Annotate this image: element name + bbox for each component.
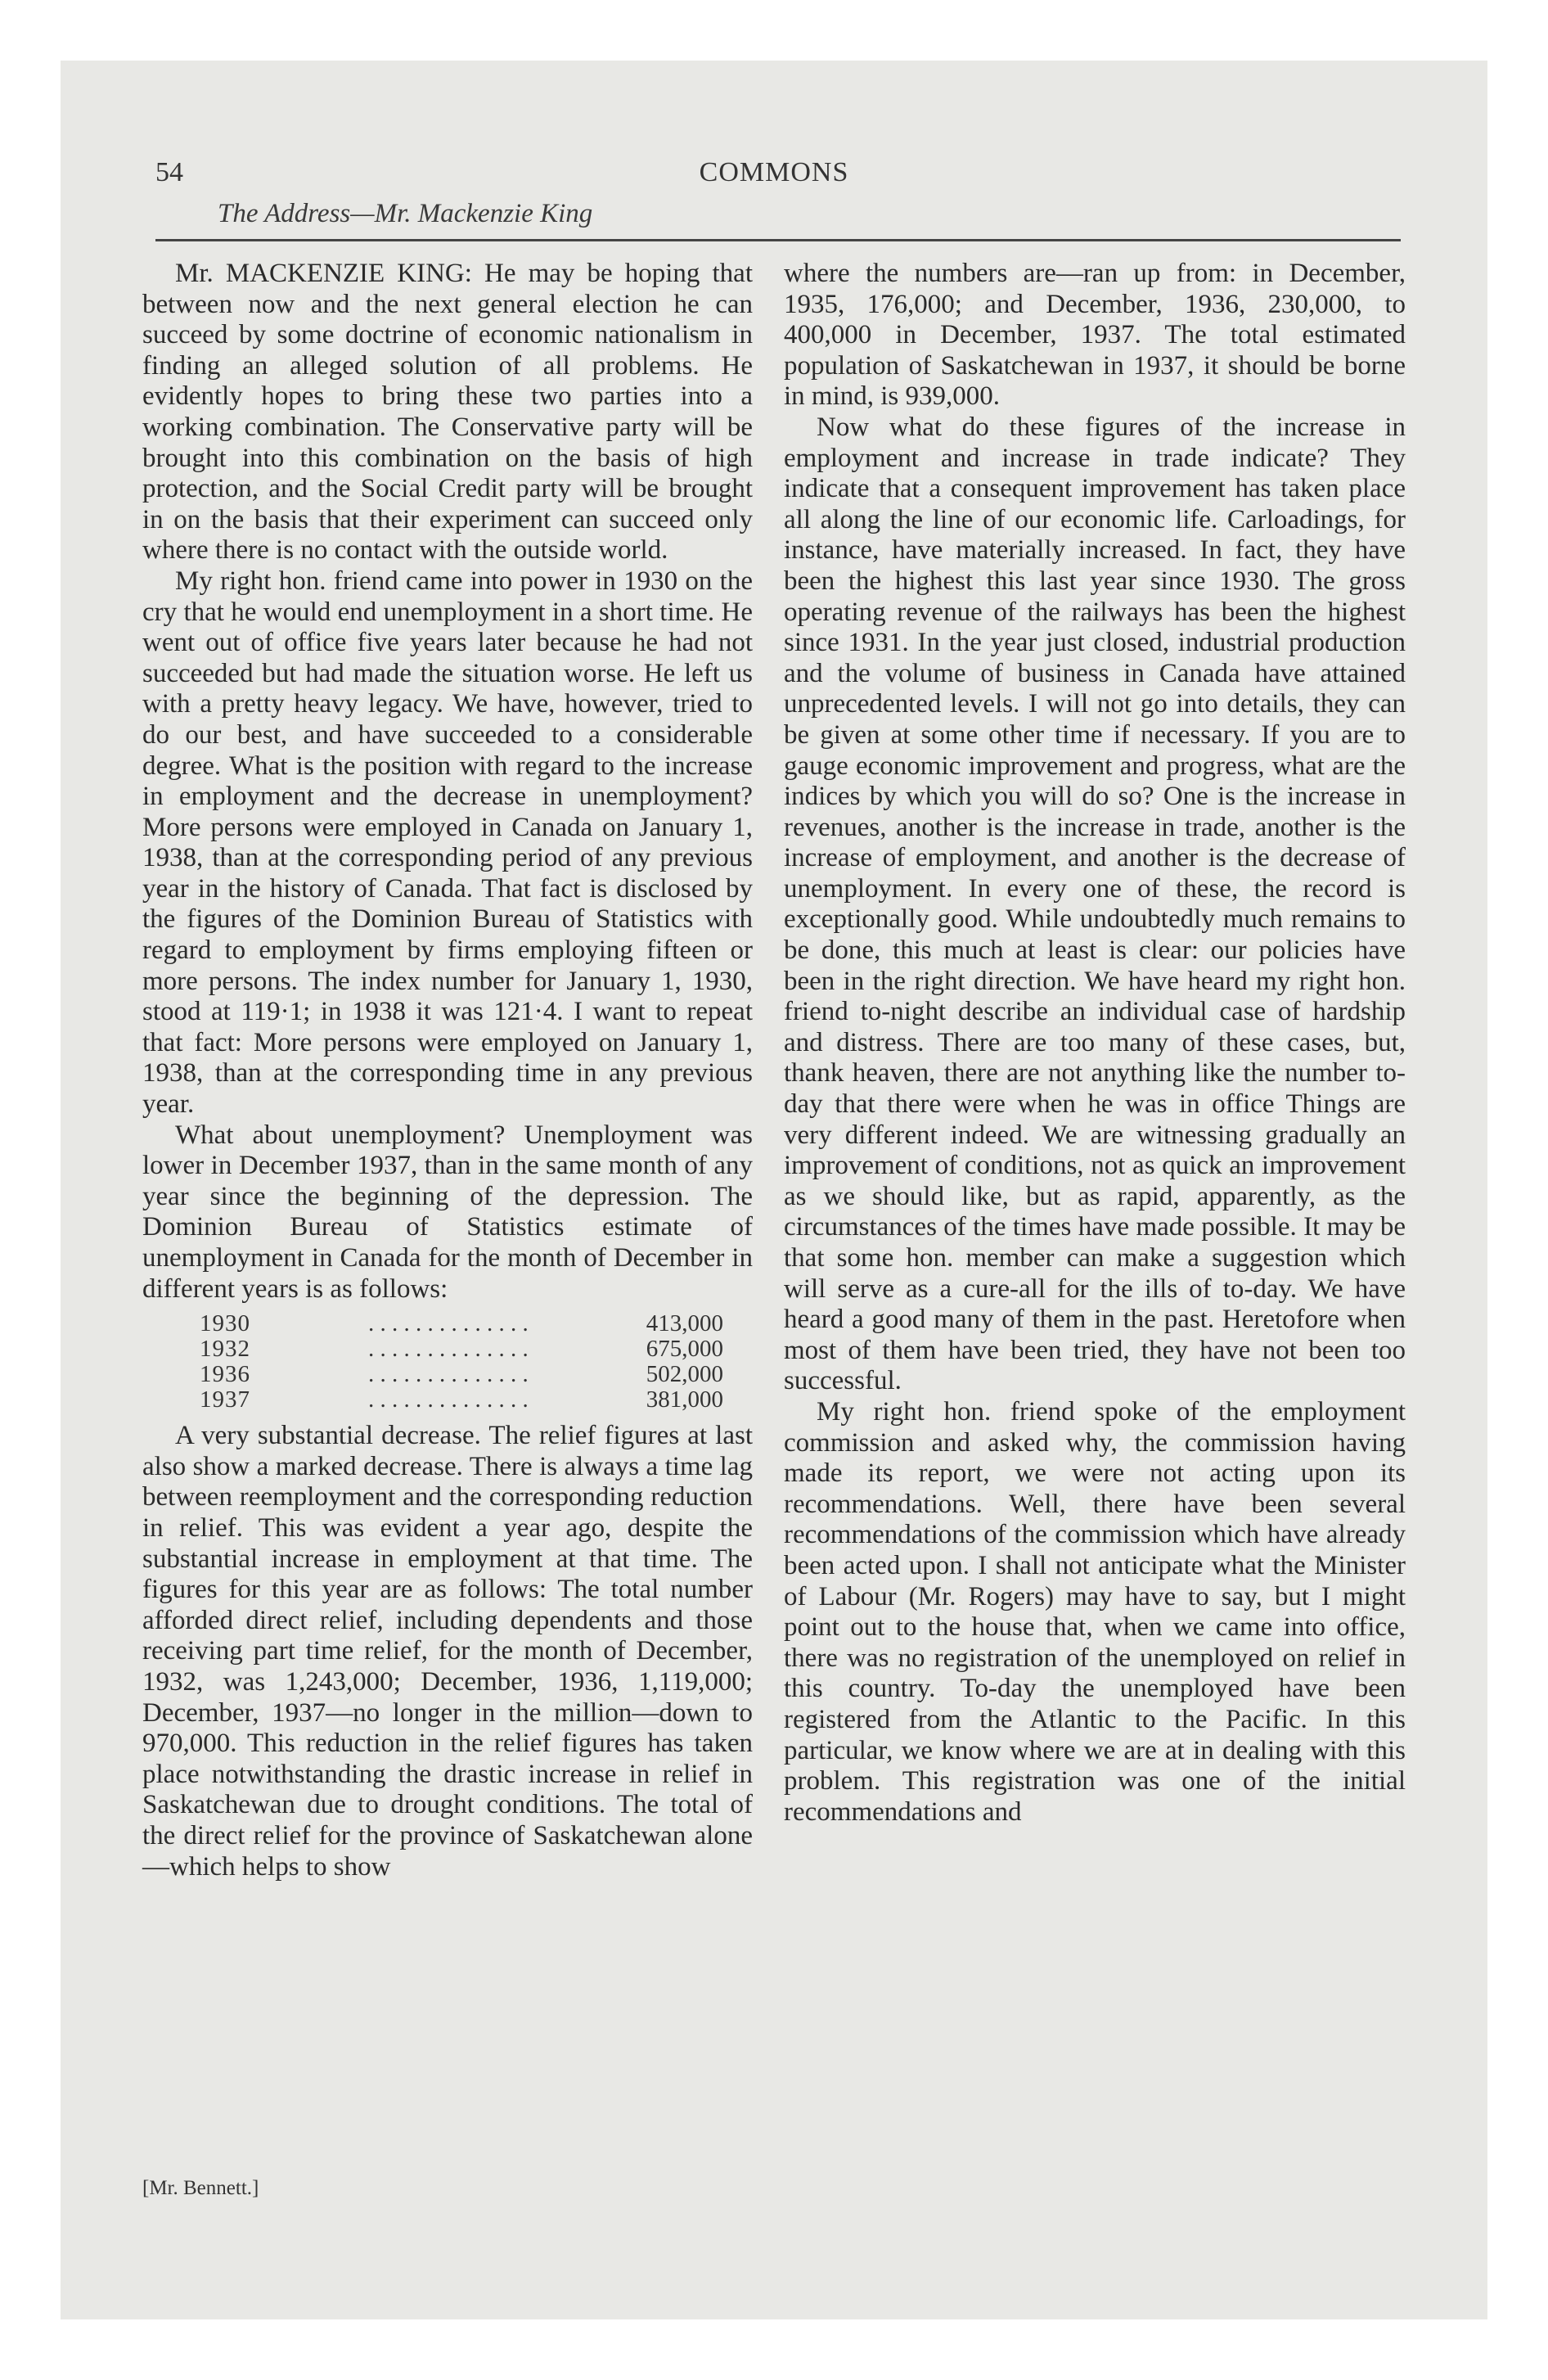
- left-paragraph-2: My right hon. friend came into power in 1930 on the cry that he would end unemployment in a short time. He went out of office five years later because he had not succeeded but had made the situation worse. He left us with a pretty heavy legacy. We have, however, tried to do our best, and have succeeded to a considerable degree. What is the position with regard to the increase in employment and the decrease in unemployment? More persons were employed in Canada on January 1, 1938, than at the corresponding period of any previous year in the history of Canada. That fact is disclosed by the figures of the Dominion Bureau of Statistics with regard to employment by firms employing fifteen or more persons. The index number for January 1, 1930, stood at 119·1; in 1938 it was 121·4. I want to repeat that fact: More persons were employed on January 1, 1938, than at the corresponding time in any previous year.: [142, 566, 753, 1120]
- stat-value: 381,000: [646, 1386, 723, 1413]
- left-paragraph-1: Mr. MACKENZIE KING: He may be hoping that between now and the next general election he can succeed by some doctrine of economic nationalism in finding an alleged solution of all problems. He evidently hopes to bring these two parties into a working combination. The Conservative party will be brought into this combination on the basis of high protection, and the Social Credit party will be brought in on the basis that their experiment can succeed only where there is no contact with the outside world.: [142, 259, 753, 566]
- left-paragraph-4: A very substantial decrease. The relief figures at last also show a marked decrease. There is always a time lag between reemployment and the corresponding reduction in relief. This was evident a year ago, despite the substantial increase in employment at that time. The figures for this year are as follows: The total number afforded direct relief, including dependents and those receiving part time relief, for the month of December, 1932, was 1,243,000; December, 1936, 1,119,000; December, 1937—no longer in the million—down to 970,000. This reduction in the relief figures has taken place notwithstanding the drastic increase in relief in Saskatchewan due to drought conditions. The total of the direct relief for the province of Saskatchewan alone—which helps to show: [142, 1421, 753, 1882]
- stat-value: 413,000: [646, 1310, 723, 1337]
- stat-year: 1930: [200, 1310, 250, 1337]
- footer-speaker-note: [Mr. Bennett.]: [142, 2177, 259, 2199]
- header-rule: [155, 239, 1401, 241]
- left-paragraph-3: What about unemployment? Unemployment was lower in December 1937, than in the same month of any year since the beginning of the depression. The Dominion Bureau of Statistics estimate of unemployment in Canada for the month of December in different years is as follows:: [142, 1120, 753, 1304]
- stat-year: 1937: [200, 1386, 250, 1413]
- table-row: [200, 1362, 723, 1387]
- right-paragraph-3: My right hon. friend spoke of the employment commission and asked why, the commission having made its report, we were not acting upon its recommendations. Well, there have been several recommendations of the commission which have already been acted upon. I shall not anticipate what the Minister of Labour (Mr. Rogers) may have to say, but I might point out to the house that, when we came into office, there was no registration of the unemployed on relief in this country. To-day the unemployed have been registered from the Atlantic to the Pacific. In this particular, we know where we are at in dealing with this problem. This registration was one of the initial recommendations and: [784, 1396, 1406, 1827]
- right-column: [784, 259, 1406, 1828]
- running-subtitle: The Address—Mr. Mackenzie King: [218, 199, 593, 228]
- stat-leader-dots: . . . . . . . . . . . . . .: [368, 1336, 529, 1363]
- unemployment-table: [200, 1311, 723, 1413]
- stat-leader-dots: . . . . . . . . . . . . . .: [368, 1386, 529, 1413]
- stat-year: 1932: [200, 1336, 250, 1363]
- stat-leader-dots: . . . . . . . . . . . . . .: [368, 1310, 529, 1337]
- stat-value: 502,000: [646, 1361, 723, 1388]
- page-title: COMMONS: [699, 157, 849, 187]
- right-paragraph-2: Now what do these figures of the increase in employment and increase in trade indicate? They indicate that a consequent improvement has taken place all along the line of our economic life. Carloadings, for instance, have materially increased. In fact, they have been the highest this last year since 1930. The gross operating revenue of the railways has been the highest since 1931. In the year just closed, industrial production and the volume of business in Canada have attained unprecedented levels. I will not go into details, they can be given at some other time if necessary. If you are to gauge economic improvement and progress, what are the indices by which you will do so? One is the increase in revenues, another is the increase in trade, another is the increase of employment, and another is the decrease of unemployment. In every one of these, the record is exceptionally good. While undoubtedly much remains to be done, this much at least is clear: our policies have been in the right direction. We have heard my right hon. friend to-night describe an individual case of hardship and distress. There are too many of these cases, but, thank heaven, there are not anything like the number to-day that there were when he was in office Things are very different indeed. We are witnessing gradually an improvement of conditions, not as quick an improvement as we should like, but as rapid, apparently, as the circumstances of the times have made possible. It may be that some hon. member can make a suggestion which will serve as a cure-all for the ills of to-day. We have heard a good many of them in the past. Heretofore when most of them have been tried, they have not been too successful.: [784, 412, 1406, 1396]
- stat-year: 1936: [200, 1361, 250, 1388]
- right-paragraph-1: where the numbers are—ran up from: in December, 1935, 176,000; and December, 1936, 230,000, to 400,000 in December, 1937. The total estimated population of Saskatchewan in 1937, it should be borne in mind, is 939,000.: [784, 259, 1406, 412]
- page-number: 54: [155, 157, 183, 187]
- table-row: [200, 1336, 723, 1362]
- stat-value: 675,000: [646, 1336, 723, 1363]
- left-column: [142, 259, 753, 1882]
- stat-leader-dots: . . . . . . . . . . . . . .: [368, 1361, 529, 1388]
- table-row: [200, 1311, 723, 1336]
- table-row: [200, 1387, 723, 1413]
